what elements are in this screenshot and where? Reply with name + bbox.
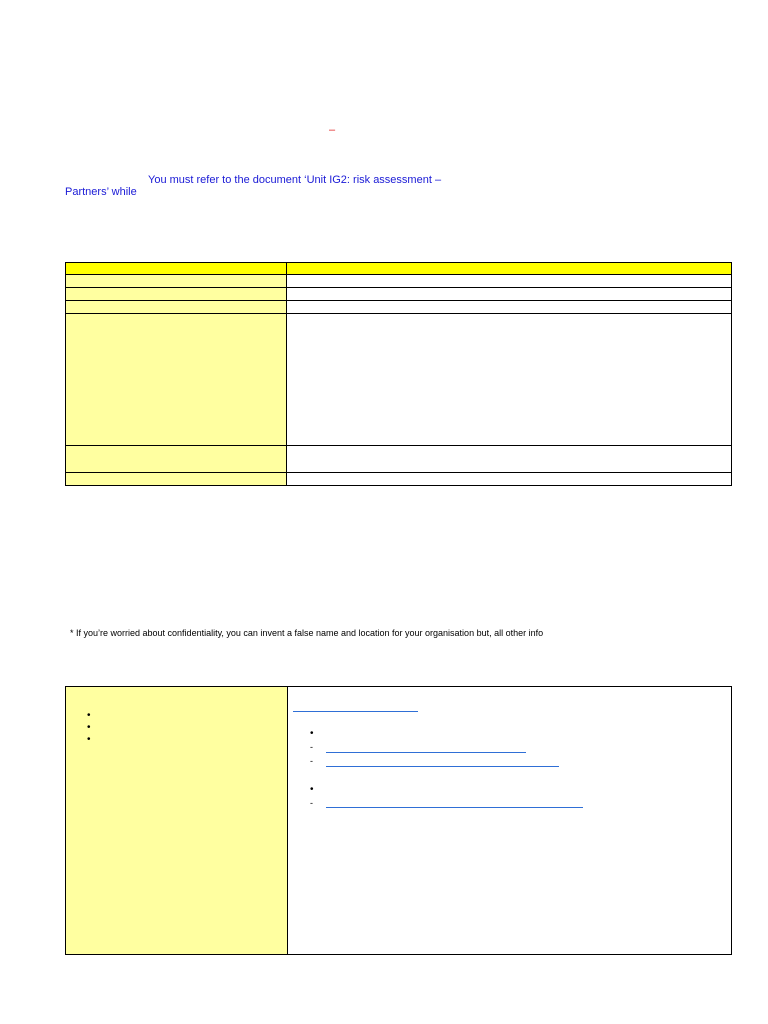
bullet-point: • — [310, 728, 314, 739]
bullet-point: • — [87, 710, 91, 721]
label-cell — [66, 288, 287, 301]
guidance-left-cell — [66, 687, 288, 954]
input-cell[interactable] — [287, 473, 732, 486]
dash-marker: - — [310, 756, 313, 766]
input-cell[interactable] — [287, 314, 732, 446]
table-row — [66, 314, 732, 446]
label-cell — [66, 314, 287, 446]
label-cell — [66, 446, 287, 473]
hyperlink-underline[interactable] — [293, 711, 418, 712]
input-cell[interactable] — [287, 288, 732, 301]
input-cell[interactable] — [287, 446, 732, 473]
hyperlink-underline[interactable] — [326, 766, 559, 767]
table-row — [66, 473, 732, 486]
bullet-point: • — [87, 734, 91, 745]
dash-marker: - — [310, 742, 313, 752]
label-cell — [66, 275, 287, 288]
table-row — [66, 446, 732, 473]
table-row — [66, 275, 732, 288]
hyperlink-underline[interactable] — [326, 807, 583, 808]
organisation-details-table — [65, 262, 732, 486]
table-row — [66, 288, 732, 301]
input-cell[interactable] — [287, 301, 732, 314]
confidentiality-footnote: * If you’re worried about confidentiality, you can invent a false name and location for your organisation but, all other info — [70, 628, 544, 638]
header-cell-left — [66, 263, 287, 275]
red-dash-mark: – — [329, 124, 336, 136]
label-cell — [66, 301, 287, 314]
instruction-text-line-2: Partners’ while — [65, 186, 137, 198]
instruction-text-line-1: You must refer to the document ‘Unit IG2: risk assessment – — [148, 174, 442, 186]
dash-marker: - — [310, 798, 313, 808]
table-row — [66, 301, 732, 314]
header-cell-right — [287, 263, 732, 275]
guidance-table — [65, 686, 732, 955]
label-cell — [66, 473, 287, 486]
hyperlink-underline[interactable] — [326, 752, 526, 753]
input-cell[interactable] — [287, 275, 732, 288]
table-header-row — [66, 263, 732, 275]
bullet-point: • — [87, 722, 91, 733]
bullet-point: • — [310, 784, 314, 795]
guidance-right-cell — [288, 687, 731, 954]
